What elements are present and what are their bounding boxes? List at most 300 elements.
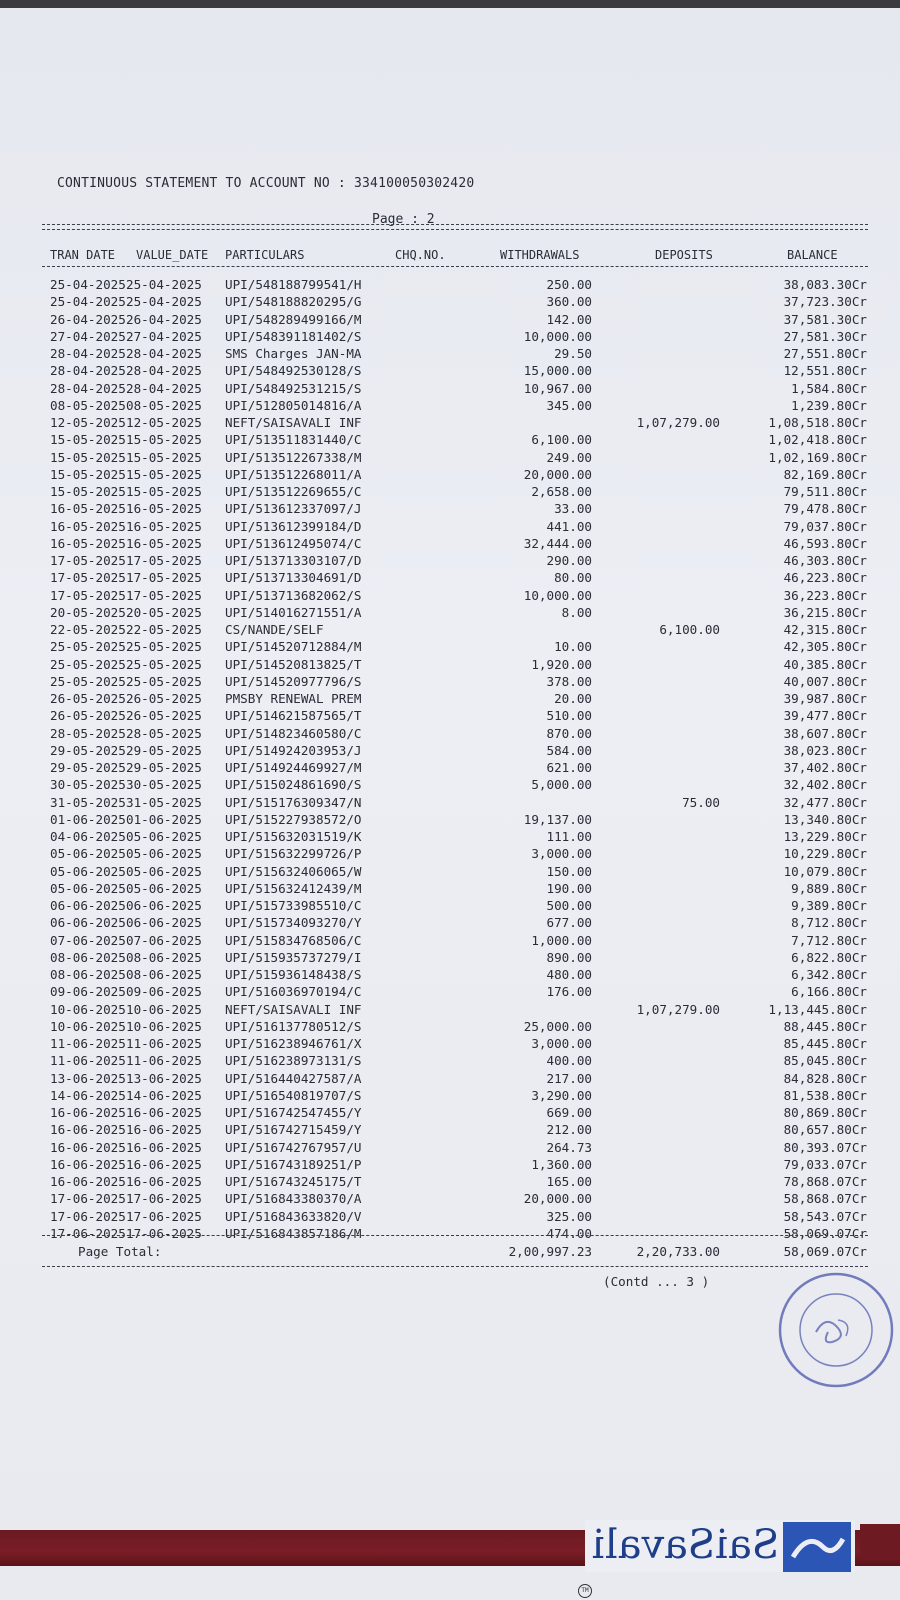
cell-particulars: UPI/516238946761/X xyxy=(225,1036,362,1051)
cell-balance: 1,584.80Cr xyxy=(791,380,867,396)
cell-balance: 81,538.80Cr xyxy=(783,1087,867,1103)
cell-tran-date: 28-04-2025 xyxy=(50,346,126,361)
cell-withdrawal: 10.00 xyxy=(554,639,592,655)
table-row xyxy=(0,397,900,414)
cell-value-date: 25-04-2025 xyxy=(126,277,202,292)
table-row xyxy=(0,1190,900,1207)
col-header-chq-no: CHQ.NO. xyxy=(395,248,446,262)
cell-tran-date: 25-05-2025 xyxy=(50,639,126,655)
cell-tran-date: 17-05-2025 xyxy=(50,587,126,603)
table-row xyxy=(0,966,900,983)
table-row xyxy=(0,845,900,862)
cell-particulars: SMS Charges JAN-MA xyxy=(225,346,362,361)
table-row xyxy=(0,1070,900,1087)
cell-value-date: 05-06-2025 xyxy=(126,829,202,844)
cell-withdrawal: 165.00 xyxy=(546,1174,592,1189)
cell-value-date: 16-06-2025 xyxy=(126,1174,202,1189)
cell-tran-date: 25-04-2025 xyxy=(50,294,126,310)
cell-value-date: 16-05-2025 xyxy=(126,518,202,534)
cell-balance: 6,822.80Cr xyxy=(791,949,867,965)
table-row xyxy=(0,276,900,293)
cell-balance: 1,08,518.80Cr xyxy=(768,415,867,430)
cell-particulars: UPI/515632031519/K xyxy=(225,829,362,844)
cell-value-date: 11-06-2025 xyxy=(126,1036,202,1051)
cell-balance: 58,868.07Cr xyxy=(783,1191,867,1207)
cell-tran-date: 07-06-2025 xyxy=(50,932,126,948)
cell-particulars: UPI/516843633820/V xyxy=(225,1208,362,1224)
cell-particulars: UPI/514520977796/S xyxy=(225,673,362,689)
cell-tran-date: 15-05-2025 xyxy=(50,466,126,482)
cell-balance: 80,869.80Cr xyxy=(783,1105,867,1120)
cell-tran-date: 15-05-2025 xyxy=(50,484,126,499)
cell-value-date: 17-06-2025 xyxy=(126,1191,202,1207)
cell-value-date: 28-05-2025 xyxy=(126,725,202,741)
cell-withdrawal: 360.00 xyxy=(546,294,592,310)
table-row xyxy=(0,1104,900,1121)
cell-particulars: UPI/516742715459/Y xyxy=(225,1122,362,1138)
cell-withdrawal: 150.00 xyxy=(546,863,592,879)
cell-withdrawal: 10,000.00 xyxy=(523,328,592,344)
cell-balance: 7,712.80Cr xyxy=(791,932,867,948)
table-row xyxy=(0,449,900,466)
cell-balance: 80,657.80Cr xyxy=(783,1122,867,1138)
cell-balance: 79,478.80Cr xyxy=(783,501,867,517)
cell-balance: 82,169.80Cr xyxy=(783,466,867,482)
table-row xyxy=(0,328,900,345)
cell-particulars: UPI/513713682062/S xyxy=(225,587,362,603)
cell-value-date: 16-06-2025 xyxy=(126,1105,202,1120)
cell-value-date: 28-04-2025 xyxy=(126,363,202,379)
cell-withdrawal: 111.00 xyxy=(546,829,592,844)
cell-tran-date: 26-05-2025 xyxy=(50,708,126,724)
table-row xyxy=(0,311,900,328)
statement-page xyxy=(0,8,900,1600)
cell-particulars: UPI/513713303107/D xyxy=(225,553,362,568)
col-header-deposits: DEPOSITS xyxy=(655,248,713,262)
cell-particulars: UPI/516742767957/U xyxy=(225,1139,362,1155)
table-row xyxy=(0,1087,900,1104)
cell-value-date: 11-06-2025 xyxy=(126,1053,202,1069)
cell-particulars: UPI/548391181402/S xyxy=(225,328,362,344)
table-row xyxy=(0,897,900,914)
cell-particulars: UPI/516843380370/A xyxy=(225,1191,362,1207)
cell-withdrawal: 6,100.00 xyxy=(531,432,592,448)
cell-withdrawal: 10,000.00 xyxy=(523,587,592,603)
cell-tran-date: 05-06-2025 xyxy=(50,846,126,862)
cell-tran-date: 06-06-2025 xyxy=(50,915,126,931)
cell-tran-date: 17-05-2025 xyxy=(50,570,126,586)
cell-withdrawal: 264.73 xyxy=(546,1139,592,1155)
cell-particulars: UPI/515176309347/N xyxy=(225,794,362,810)
footer-logo-text: SaiSavali xyxy=(592,1522,780,1568)
cell-balance: 85,445.80Cr xyxy=(783,1036,867,1051)
cell-balance: 79,511.80Cr xyxy=(783,484,867,499)
cell-tran-date: 05-06-2025 xyxy=(50,880,126,896)
cell-particulars: UPI/514924203953/J xyxy=(225,742,362,758)
cell-tran-date: 11-06-2025 xyxy=(50,1036,126,1051)
cell-balance: 88,445.80Cr xyxy=(783,1018,867,1034)
cell-balance: 38,023.80Cr xyxy=(783,742,867,758)
cell-value-date: 16-06-2025 xyxy=(126,1139,202,1155)
cell-value-date: 05-06-2025 xyxy=(126,863,202,879)
cell-particulars: UPI/514823460580/C xyxy=(225,725,362,741)
cell-withdrawal: 290.00 xyxy=(546,553,592,568)
cell-balance: 46,223.80Cr xyxy=(783,570,867,586)
col-header-value-date: VALUE_DATE xyxy=(136,248,209,262)
cell-balance: 8,712.80Cr xyxy=(791,915,867,931)
cell-tran-date: 16-06-2025 xyxy=(50,1122,126,1138)
table-row xyxy=(0,604,900,621)
cell-withdrawal: 15,000.00 xyxy=(523,363,592,379)
cell-withdrawal: 249.00 xyxy=(546,449,592,465)
cell-withdrawal: 1,360.00 xyxy=(531,1156,592,1172)
cell-particulars: UPI/513511831440/C xyxy=(225,432,362,448)
cell-value-date: 25-05-2025 xyxy=(126,639,202,655)
cell-withdrawal: 400.00 xyxy=(546,1053,592,1069)
cell-withdrawal: 212.00 xyxy=(546,1122,592,1138)
cell-tran-date: 25-04-2025 xyxy=(50,277,126,292)
cell-tran-date: 17-06-2025 xyxy=(50,1225,126,1241)
cell-withdrawal: 584.00 xyxy=(546,742,592,758)
cell-tran-date: 15-05-2025 xyxy=(50,432,126,448)
cell-deposit: 1,07,279.00 xyxy=(636,415,720,430)
col-header-withdrawals: WITHDRAWALS xyxy=(500,248,580,262)
cell-withdrawal: 176.00 xyxy=(546,984,592,1000)
cell-tran-date: 27-04-2025 xyxy=(50,328,126,344)
table-row xyxy=(0,880,900,897)
cell-balance: 58,543.07Cr xyxy=(783,1208,867,1224)
table-row xyxy=(0,1052,900,1069)
cell-balance: 1,13,445.80Cr xyxy=(768,1001,867,1017)
cell-tran-date: 16-06-2025 xyxy=(50,1156,126,1172)
cell-particulars: UPI/513612337097/J xyxy=(225,501,362,517)
cell-tran-date: 22-05-2025 xyxy=(50,622,126,637)
cell-balance: 13,229.80Cr xyxy=(783,829,867,844)
table-row xyxy=(0,1173,900,1190)
cell-balance: 32,477.80Cr xyxy=(783,794,867,810)
table-row xyxy=(0,638,900,655)
cell-tran-date: 29-05-2025 xyxy=(50,742,126,758)
cell-tran-date: 12-05-2025 xyxy=(50,415,126,430)
cell-balance: 40,007.80Cr xyxy=(783,673,867,689)
cell-withdrawal: 474.00 xyxy=(546,1225,592,1241)
table-row xyxy=(0,983,900,1000)
cell-tran-date: 17-05-2025 xyxy=(50,553,126,568)
table-row xyxy=(0,914,900,931)
cell-tran-date: 08-05-2025 xyxy=(50,397,126,413)
cell-value-date: 15-05-2025 xyxy=(126,432,202,448)
cell-tran-date: 16-05-2025 xyxy=(50,518,126,534)
cell-tran-date: 05-06-2025 xyxy=(50,863,126,879)
cell-value-date: 16-05-2025 xyxy=(126,535,202,551)
cell-particulars: UPI/548289499166/M xyxy=(225,311,362,327)
cell-balance: 10,229.80Cr xyxy=(783,846,867,862)
cell-particulars: UPI/516743245175/T xyxy=(225,1174,362,1189)
cell-value-date: 25-05-2025 xyxy=(126,656,202,672)
cell-value-date: 16-06-2025 xyxy=(126,1122,202,1138)
table-row xyxy=(0,742,900,759)
table-row xyxy=(0,759,900,776)
cell-withdrawal: 890.00 xyxy=(546,949,592,965)
table-row xyxy=(0,1139,900,1156)
cell-particulars: UPI/548188799541/H xyxy=(225,277,362,292)
divider xyxy=(42,224,868,225)
cell-particulars: UPI/516843857186/M xyxy=(225,1225,362,1241)
page-number: Page : 2 xyxy=(372,212,435,227)
cell-particulars: UPI/515733985510/C xyxy=(225,898,362,913)
cell-balance: 1,02,169.80Cr xyxy=(768,449,867,465)
cell-value-date: 12-05-2025 xyxy=(126,415,202,430)
page-total-deposits: 2,20,733.00 xyxy=(636,1244,720,1259)
cell-withdrawal: 2,658.00 xyxy=(531,484,592,499)
cell-balance: 37,402.80Cr xyxy=(783,760,867,775)
cell-value-date: 08-05-2025 xyxy=(126,397,202,413)
cell-balance: 27,581.30Cr xyxy=(783,328,867,344)
cell-balance: 1,239.80Cr xyxy=(791,397,867,413)
cell-withdrawal: 32,444.00 xyxy=(523,535,592,551)
cell-withdrawal: 19,137.00 xyxy=(523,811,592,827)
cell-particulars: UPI/514621587565/T xyxy=(225,708,362,724)
cell-withdrawal: 33.00 xyxy=(554,501,592,517)
cell-withdrawal: 250.00 xyxy=(546,277,592,292)
cell-value-date: 16-06-2025 xyxy=(126,1156,202,1172)
cell-withdrawal: 20.00 xyxy=(554,691,592,706)
table-row xyxy=(0,1035,900,1052)
cell-value-date: 10-06-2025 xyxy=(126,1001,202,1017)
cell-particulars: UPI/513512269655/C xyxy=(225,484,362,499)
col-header-balance: BALANCE xyxy=(787,248,838,262)
cell-balance: 9,889.80Cr xyxy=(791,880,867,896)
cell-tran-date: 13-06-2025 xyxy=(50,1070,126,1086)
cell-balance: 38,083.30Cr xyxy=(783,277,867,292)
statement-title: CONTINUOUS STATEMENT TO ACCOUNT NO : 334100050302420 xyxy=(57,176,475,191)
cell-particulars: UPI/516440427587/A xyxy=(225,1070,362,1086)
cell-particulars: UPI/516743189251/P xyxy=(225,1156,362,1172)
cell-tran-date: 16-05-2025 xyxy=(50,501,126,517)
table-row xyxy=(0,1018,900,1035)
cell-value-date: 15-05-2025 xyxy=(126,449,202,465)
divider xyxy=(42,229,868,230)
cell-particulars: UPI/516540819707/S xyxy=(225,1087,362,1103)
table-row xyxy=(0,500,900,517)
cell-particulars: UPI/516036970194/C xyxy=(225,984,362,1000)
table-row xyxy=(0,811,900,828)
cell-value-date: 25-05-2025 xyxy=(126,673,202,689)
cell-value-date: 15-05-2025 xyxy=(126,466,202,482)
cell-particulars: UPI/515632412439/M xyxy=(225,880,362,896)
cell-balance: 78,868.07Cr xyxy=(783,1174,867,1189)
page-total-balance: 58,069.07Cr xyxy=(783,1244,867,1259)
table-row xyxy=(0,483,900,500)
cell-particulars: UPI/513512267338/M xyxy=(225,449,362,465)
cell-value-date: 29-05-2025 xyxy=(126,760,202,775)
cell-tran-date: 10-06-2025 xyxy=(50,1018,126,1034)
table-row xyxy=(0,552,900,569)
cell-tran-date: 01-06-2025 xyxy=(50,811,126,827)
trademark-icon: TM xyxy=(578,1584,592,1598)
cell-withdrawal: 480.00 xyxy=(546,967,592,982)
cell-withdrawal: 345.00 xyxy=(546,397,592,413)
cell-value-date: 26-05-2025 xyxy=(126,691,202,706)
cell-balance: 6,342.80Cr xyxy=(791,967,867,982)
cell-tran-date: 26-04-2025 xyxy=(50,311,126,327)
cell-particulars: PMSBY RENEWAL PREM xyxy=(225,691,362,706)
cell-tran-date: 14-06-2025 xyxy=(50,1087,126,1103)
cell-tran-date: 25-05-2025 xyxy=(50,656,126,672)
table-row xyxy=(0,414,900,431)
cell-value-date: 28-04-2025 xyxy=(126,346,202,361)
page-total-withdrawals: 2,00,997.23 xyxy=(508,1244,592,1259)
cell-tran-date: 28-05-2025 xyxy=(50,725,126,741)
table-row xyxy=(0,932,900,949)
cell-tran-date: 29-05-2025 xyxy=(50,760,126,775)
cell-tran-date: 16-06-2025 xyxy=(50,1174,126,1189)
cell-tran-date: 25-05-2025 xyxy=(50,673,126,689)
cell-particulars: UPI/548492530128/S xyxy=(225,363,362,379)
divider xyxy=(42,1235,868,1236)
cell-tran-date: 15-05-2025 xyxy=(50,449,126,465)
footer-logo-mark-icon xyxy=(783,1522,851,1572)
cell-value-date: 17-06-2025 xyxy=(126,1225,202,1241)
cell-deposit: 75.00 xyxy=(682,794,720,810)
cell-value-date: 17-05-2025 xyxy=(126,553,202,568)
cell-value-date: 08-06-2025 xyxy=(126,949,202,965)
cell-withdrawal: 441.00 xyxy=(546,518,592,534)
cell-particulars: UPI/515632299726/P xyxy=(225,846,362,862)
cell-withdrawal: 80.00 xyxy=(554,570,592,586)
cell-tran-date: 04-06-2025 xyxy=(50,829,126,844)
cell-withdrawal: 5,000.00 xyxy=(531,777,592,793)
cell-tran-date: 28-04-2025 xyxy=(50,363,126,379)
cell-balance: 85,045.80Cr xyxy=(783,1053,867,1069)
cell-particulars: UPI/514924469927/M xyxy=(225,760,362,775)
cell-withdrawal: 190.00 xyxy=(546,880,592,896)
cell-balance: 79,037.80Cr xyxy=(783,518,867,534)
cell-value-date: 28-04-2025 xyxy=(126,380,202,396)
cell-balance: 10,079.80Cr xyxy=(783,863,867,879)
table-row xyxy=(0,293,900,310)
cell-balance: 39,987.80Cr xyxy=(783,691,867,706)
transactions-table xyxy=(0,276,900,1242)
cell-value-date: 14-06-2025 xyxy=(126,1087,202,1103)
cell-value-date: 25-04-2025 xyxy=(126,294,202,310)
cell-tran-date: 26-05-2025 xyxy=(50,691,126,706)
cell-particulars: UPI/516137780512/S xyxy=(225,1018,362,1034)
cell-balance: 36,223.80Cr xyxy=(783,587,867,603)
cell-value-date: 26-05-2025 xyxy=(126,708,202,724)
cell-particulars: UPI/514016271551/A xyxy=(225,604,362,620)
cell-value-date: 06-06-2025 xyxy=(126,898,202,913)
cell-particulars: UPI/548188820295/G xyxy=(225,294,362,310)
cell-withdrawal: 3,000.00 xyxy=(531,846,592,862)
cell-tran-date: 20-05-2025 xyxy=(50,604,126,620)
table-row xyxy=(0,707,900,724)
cell-value-date: 30-05-2025 xyxy=(126,777,202,793)
cell-value-date: 17-05-2025 xyxy=(126,587,202,603)
cell-withdrawal: 10,967.00 xyxy=(523,380,592,396)
table-row xyxy=(0,690,900,707)
cell-withdrawal: 621.00 xyxy=(546,760,592,775)
table-row xyxy=(0,466,900,483)
footer-band-end xyxy=(860,1524,900,1560)
continued-note: (Contd ... 3 ) xyxy=(603,1274,710,1289)
cell-tran-date: 09-06-2025 xyxy=(50,984,126,1000)
cell-tran-date: 17-06-2025 xyxy=(50,1208,126,1224)
cell-tran-date: 16-06-2025 xyxy=(50,1105,126,1120)
col-header-tran-date: TRAN DATE xyxy=(50,248,116,262)
cell-value-date: 07-06-2025 xyxy=(126,932,202,948)
cell-tran-date: 06-06-2025 xyxy=(50,898,126,913)
cell-withdrawal: 325.00 xyxy=(546,1208,592,1224)
cell-balance: 58,069.07Cr xyxy=(783,1225,867,1241)
cell-particulars: NEFT/SAISAVALI INF xyxy=(225,1001,362,1017)
cell-withdrawal: 20,000.00 xyxy=(523,466,592,482)
table-row xyxy=(0,656,900,673)
table-row xyxy=(0,535,900,552)
cell-particulars: UPI/513612399184/D xyxy=(225,518,362,534)
cell-withdrawal: 1,920.00 xyxy=(531,656,592,672)
cell-particulars: UPI/514520813825/T xyxy=(225,656,362,672)
cell-tran-date: 08-06-2025 xyxy=(50,967,126,982)
cell-withdrawal: 378.00 xyxy=(546,673,592,689)
cell-particulars: UPI/516742547455/Y xyxy=(225,1105,362,1120)
cell-tran-date: 11-06-2025 xyxy=(50,1053,126,1069)
cell-withdrawal: 870.00 xyxy=(546,725,592,741)
bank-seal-stamp xyxy=(776,1270,896,1390)
cell-balance: 39,477.80Cr xyxy=(783,708,867,724)
cell-value-date: 08-06-2025 xyxy=(126,967,202,982)
cell-withdrawal: 29.50 xyxy=(554,346,592,361)
cell-withdrawal: 3,290.00 xyxy=(531,1087,592,1103)
cell-value-date: 01-06-2025 xyxy=(126,811,202,827)
cell-deposit: 1,07,279.00 xyxy=(636,1001,720,1017)
cell-withdrawal: 25,000.00 xyxy=(523,1018,592,1034)
cell-particulars: UPI/513512268011/A xyxy=(225,466,362,482)
cell-particulars: UPI/515227938572/O xyxy=(225,811,362,827)
cell-particulars: NEFT/SAISAVALI INF xyxy=(225,415,362,430)
cell-particulars: UPI/513612495074/C xyxy=(225,535,362,551)
cell-value-date: 06-06-2025 xyxy=(126,915,202,931)
table-row xyxy=(0,776,900,793)
cell-balance: 38,607.80Cr xyxy=(783,725,867,741)
cell-withdrawal: 8.00 xyxy=(561,604,592,620)
cell-balance: 80,393.07Cr xyxy=(783,1139,867,1155)
cell-value-date: 17-05-2025 xyxy=(126,570,202,586)
table-row xyxy=(0,1001,900,1018)
col-header-particulars: PARTICULARS xyxy=(225,248,305,262)
cell-particulars: UPI/514520712884/M xyxy=(225,639,362,655)
cell-balance: 13,340.80Cr xyxy=(783,811,867,827)
cell-value-date: 05-06-2025 xyxy=(126,846,202,862)
cell-balance: 42,305.80Cr xyxy=(783,639,867,655)
cell-particulars: UPI/515834768506/C xyxy=(225,932,362,948)
table-row xyxy=(0,725,900,742)
cell-value-date: 26-04-2025 xyxy=(126,311,202,327)
cell-particulars: UPI/515632406065/W xyxy=(225,863,362,879)
cell-balance: 36,215.80Cr xyxy=(783,604,867,620)
cell-tran-date: 28-04-2025 xyxy=(50,380,126,396)
cell-value-date: 09-06-2025 xyxy=(126,984,202,1000)
cell-withdrawal: 217.00 xyxy=(546,1070,592,1086)
cell-balance: 40,385.80Cr xyxy=(783,656,867,672)
cell-value-date: 31-05-2025 xyxy=(126,794,202,810)
cell-tran-date: 31-05-2025 xyxy=(50,794,126,810)
table-row xyxy=(0,345,900,362)
cell-value-date: 17-06-2025 xyxy=(126,1208,202,1224)
table-row xyxy=(0,949,900,966)
cell-balance: 12,551.80Cr xyxy=(783,363,867,379)
cell-value-date: 13-06-2025 xyxy=(126,1070,202,1086)
